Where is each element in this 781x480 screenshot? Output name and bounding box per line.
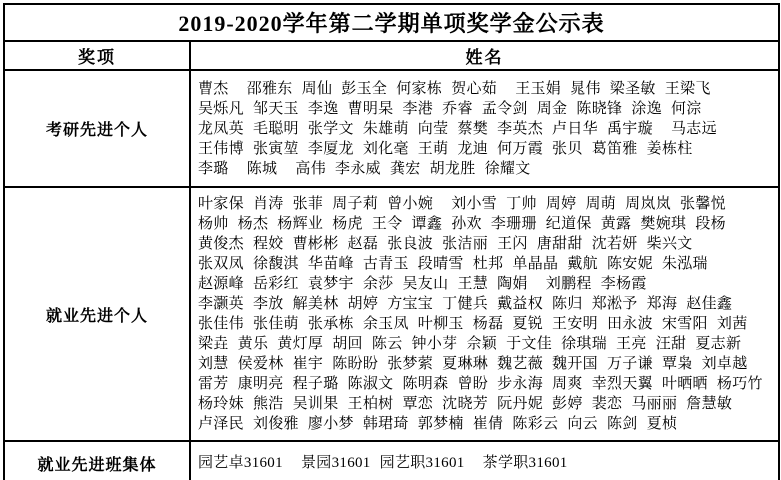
- names-line: 李灏英 李放 解美林 胡婷 方宝宝 丁健兵 戴益权 陈归 郑淞予 郑海 赵佳鑫: [198, 296, 733, 312]
- names-cell-banjiti: [190, 441, 779, 480]
- scholarship-table: [3, 3, 780, 480]
- names-line: 李璐 陈城 高伟 李永威 龚宏 胡龙胜 徐耀文: [198, 160, 531, 177]
- table-row-banjiti: [4, 441, 779, 480]
- award-label-banjiti: 就业先进班集体: [4, 441, 190, 480]
- table-row-jiuye: [4, 187, 779, 441]
- names-line: 园艺卓31601 景园31601 园艺职31601 茶学职31601: [198, 455, 568, 471]
- column-header-name: 姓名: [190, 41, 779, 70]
- award-label-jiuye: 就业先进个人: [4, 187, 190, 441]
- names-line: 曹杰 邵雅东 周仙 彭玉全 何家栋 贺心茹 王玉娟 晁伟 梁圣敏 王梁飞: [198, 80, 711, 97]
- names-line: 叶家保 肖涛 张菲 周子莉 曾小婉 刘小雪 丁帅 周婷 周萌 周岚岚 张馨悦: [198, 196, 726, 212]
- names-line: 张双凤 徐馥淇 华苗峰 古青玉 段晴雪 杜邦 单晶晶 戴航 陈安妮 朱泓瑞: [198, 256, 708, 272]
- award-label-kaoyan: 考研先进个人: [4, 70, 190, 187]
- names-line: 杨帅 杨杰 杨辉业 杨虎 王令 谭鑫 孙欢 李珊珊 纪道保 黄露 樊婉琪 段杨: [198, 216, 726, 232]
- title-row: [4, 4, 779, 41]
- table-row-kaoyan: [4, 70, 779, 187]
- names-line: 杨玲妹 熊浩 吴训果 王柏树 覃恋 沈晓芳 阮丹妮 彭婷 裴恋 马丽丽 詹慧敏: [198, 396, 733, 412]
- names-line: 赵源峰 岳彩红 袁梦宇 余莎 吴友山 王慧 陶娟 刘鹏程 李杨霞: [198, 276, 647, 292]
- names-line: 黄俊杰 程姣 曹彬彬 赵磊 张良波 张洁丽 王闪 唐甜甜 沈若妍 柴兴文: [198, 236, 693, 252]
- names-line: 刘慧 侯爱林 崔宇 陈盼盼 张梦萦 夏琳琳 魏艺薇 魏开国 万子谦 覃枭 刘卓越: [198, 356, 748, 372]
- page-title: 2019-2020学年第二学期单项奖学金公示表: [4, 4, 779, 41]
- names-line: 卢泽民 刘俊雅 廖小梦 韩珺琦 郭梦楠 崔倩 陈彩云 向云 陈剑 夏桢: [198, 416, 678, 432]
- names-line: 王伟博 张寅堃 李厦龙 刘化毫 王萌 龙迪 何万霞 张贝 葛笛雅 姜栋柱: [198, 140, 693, 157]
- column-header-award: 奖项: [4, 41, 190, 70]
- names-line: 梁垚 黄乐 黄灯厚 胡回 陈云 钟小芽 佘颖 于文佳 徐琪瑞 王亮 汪甜 夏志新: [198, 336, 742, 352]
- names-cell-jiuye: [190, 187, 779, 441]
- names-line: 龙凤英 毛聪明 张学文 朱雄萌 向莹 蔡樊 李英杰 卢日华 禹宇璇 马志远: [198, 120, 717, 137]
- names-line: 雷芳 康明亮 程子璐 陈淑文 陈明森 曾盼 步永海 周爽 幸烈天翼 叶晒晒 杨巧竹: [198, 376, 763, 392]
- names-line: 张佳伟 张佳萌 张承栋 余玉凤 叶柳玉 杨磊 夏锐 王安明 田永波 宋雪阳 刘茜: [198, 316, 748, 332]
- header-row: [4, 41, 779, 70]
- names-line: 吴烁凡 邹天玉 李逸 曹明杲 李港 乔睿 孟令剑 周金 陈晓锋 涂逸 何淙: [198, 100, 702, 117]
- names-cell-kaoyan: [190, 70, 779, 187]
